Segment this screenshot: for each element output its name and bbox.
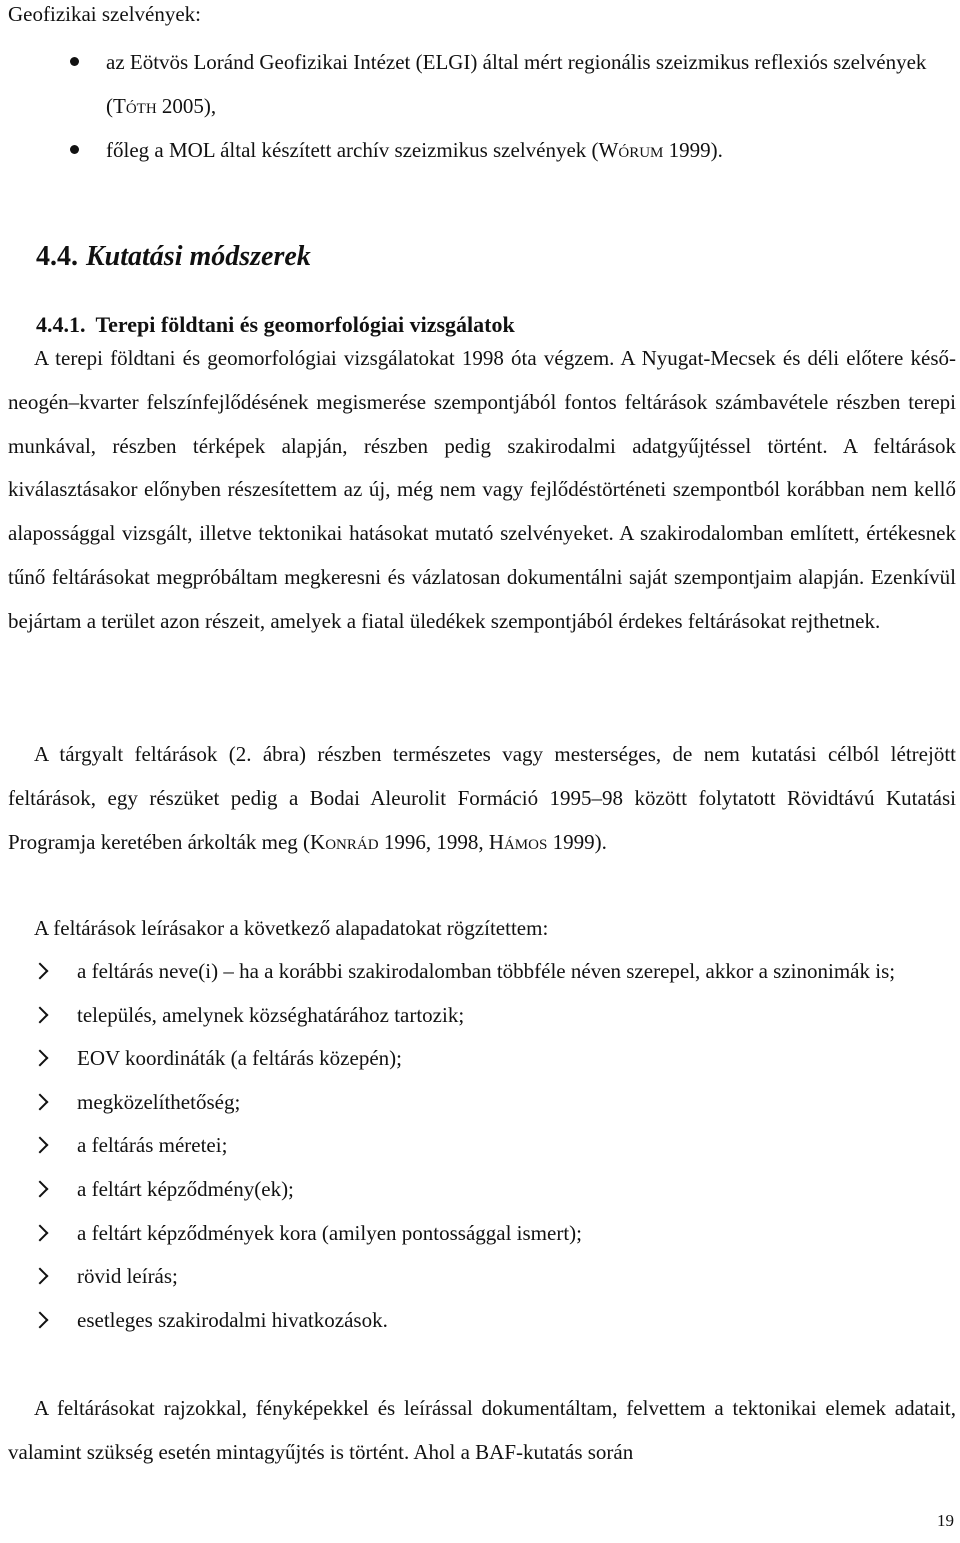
arrow-bullet-icon [32, 1311, 49, 1328]
subsection-title: Terepi földtani és geomorfológiai vizsgálatok [95, 312, 515, 337]
arrow-bullet-icon [32, 1093, 49, 1110]
paragraph-methods [8, 337, 956, 644]
arrow-bullet-icon [32, 1224, 49, 1241]
list-item [0, 1081, 960, 1125]
list-item-text: a feltárás méretei; [77, 1133, 228, 1158]
bullet-text-end: 1999). [663, 138, 723, 162]
paragraph-outcrops [8, 733, 956, 864]
list-item [0, 1212, 960, 1256]
intro-line: Geofizikai szelvények: [8, 2, 201, 26]
paragraph-text: A terepi földtani és geomorfológiai vizsgálatokat 1998 óta végzem. A Nyugat-Mecsek és déli előtere késő-neogén–kvarter felszínfejlődésének megismerése szempontjából fontos feltárások számbavétele részben terepi munkával, részben térképek alapján, részben pedig szakirodalmi adatgyűjtéssel történt. A feltárások kiválasztásakor előnyben részesítettem az új, még nem vagy fejlődéstörténeti szempontból korábban nem kellő alapossággal vizsgált, illetve tektonikai hatásokat mutató szelvényeket. A szakirodalomban említett, értékesnek tűnő feltárásokat megpróbáltam megkeresni és vázlatosan dokumentálni saját szempontjaim alapján. Ezenkívül bejártam a terület azon részeit, amelyek a fiatal üledékek szempontjából érdekes feltárásokat rejthetnek. [8, 346, 956, 633]
paragraph-documentation [8, 1387, 956, 1475]
author-name: Wórum [598, 138, 664, 162]
author-name: Tóth [113, 94, 157, 118]
bullet-icon [70, 57, 79, 66]
list-item-text: megközelíthetőség; [77, 1089, 241, 1114]
paragraph-text: A feltárások leírásakor a következő alapadatokat rögzítettem: [34, 916, 549, 940]
paragraph-text: 1996, 1998, [378, 829, 489, 854]
arrow-bullet-icon [32, 1050, 49, 1067]
author-name: Hámos [488, 829, 548, 854]
list-item-text: település, amelynek községhatárához tartozik; [77, 1002, 465, 1027]
list-item [0, 950, 960, 994]
paragraph-text: A feltárásokat rajzokkal, fényképekkel és leírással dokumentáltam, felvettem a tektonikai elemek adatait, valamint szükség esetén mintagyűjtés is történt. Ahol a BAF-kutatás során [8, 1396, 956, 1464]
list-item [0, 1168, 960, 1212]
geophysics-list [0, 40, 960, 172]
author-name: Konrád [310, 829, 379, 854]
attribute-list [0, 950, 960, 1342]
arrow-bullet-icon [32, 963, 49, 980]
paragraph-text: A tárgyalt feltárások (2. ábra) részben természetes vagy mesterséges, de nem kutatási célból létrejött feltárások, egy részüket pedig a Bodai Aleurolit Formáció 1995–98 között folytatott Rövidtávú Kutatási Programja keretében árkolták meg ( [8, 742, 956, 854]
paragraph-list-intro [8, 907, 956, 951]
arrow-bullet-icon [32, 1137, 49, 1154]
bullet-text: főleg a MOL által készített archív szeizmikus szelvények ( [106, 138, 599, 162]
list-item-text: rövid leírás; [77, 1264, 178, 1289]
list-item [0, 994, 960, 1038]
list-item-text: esetleges szakirodalmi hivatkozások. [77, 1307, 388, 1332]
list-item [0, 1124, 960, 1168]
list-item [0, 128, 960, 172]
section-title: Kutatási módszerek [86, 241, 311, 272]
list-item-text: a feltárt képződmények kora (amilyen pontossággal ismert); [77, 1220, 582, 1245]
subsection-number: 4.4.1. [36, 312, 86, 337]
arrow-bullet-icon [32, 1180, 49, 1197]
list-item [0, 1255, 960, 1299]
section-heading [36, 241, 311, 273]
section-number: 4.4. [36, 241, 78, 272]
list-item-text: EOV koordináták (a feltárás közepén); [77, 1046, 402, 1071]
bullet-icon [70, 145, 79, 154]
paragraph-text: 1999). [547, 829, 607, 854]
list-item [0, 1299, 960, 1343]
list-item-text: a feltárás neve(i) – ha a korábbi szakirodalomban többféle néven szerepel, akkor a szinonimák is; [77, 959, 896, 983]
arrow-bullet-icon [32, 1268, 49, 1285]
bullet-text: az Eötvös Loránd Geofizikai Intézet (ELGI) által mért regionális szeizmikus reflexiós szelvények ( [106, 50, 927, 118]
subsection-heading [36, 312, 515, 338]
list-item [0, 1037, 960, 1081]
arrow-bullet-icon [32, 1006, 49, 1023]
bullet-text-end: 2005), [156, 94, 217, 118]
page-number: 19 [937, 1511, 954, 1530]
list-item-text: a feltárt képződmény(ek); [77, 1176, 294, 1201]
list-item [0, 40, 960, 128]
